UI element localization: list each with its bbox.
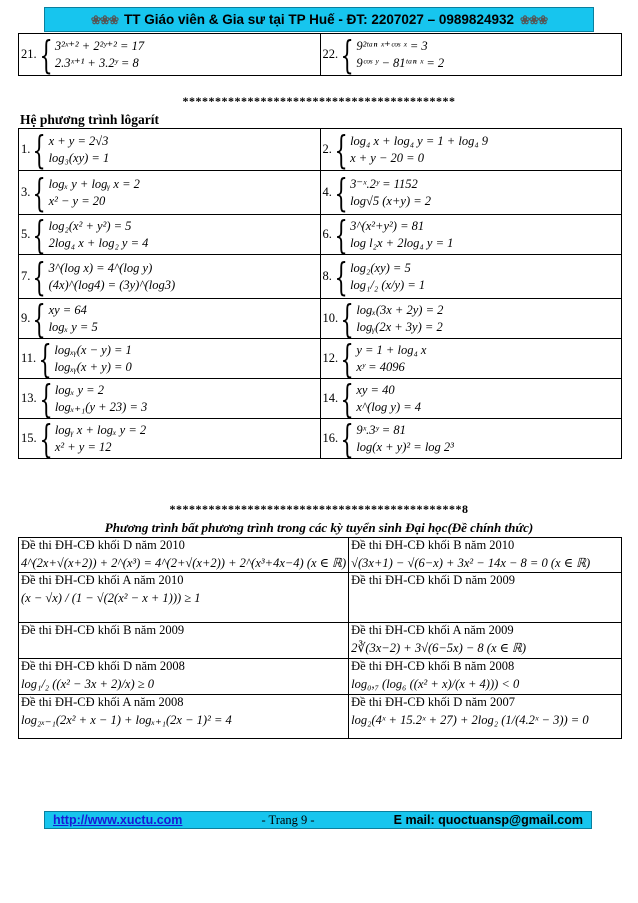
log-problem-cell — [19, 171, 321, 215]
exam-expression: (x − √x) / (1 − √(2(x² − x + 1))) ≥ 1 — [21, 591, 201, 605]
equation-line: 3^(x²+y²) = 81 — [350, 218, 425, 233]
problem-number: 9. — [21, 311, 31, 325]
exam-cell — [349, 538, 622, 573]
equation-line: 3^(log x) = 4^(log y) — [48, 260, 153, 275]
equation-line: logₓ y = 5 — [48, 319, 98, 334]
equation-line: xy = 40 — [356, 382, 395, 397]
problem-cell — [19, 34, 321, 76]
problem-number: 21. — [21, 47, 37, 61]
exam-cell — [349, 659, 622, 695]
problem-number: 4. — [322, 185, 332, 199]
log-problem-cell — [19, 376, 321, 421]
exam-cell — [19, 623, 349, 659]
problem-number: 15. — [21, 431, 37, 445]
equation-line: 9ᶜᵒˢ ʸ − 81ᵗᵃⁿ ˣ = 2 — [356, 55, 445, 70]
log-problem-cell — [19, 336, 321, 381]
problem-number: 7. — [21, 269, 31, 283]
log-problem-cell — [19, 129, 321, 171]
brace: { — [334, 254, 348, 299]
website-link[interactable]: http://www.xuctu.com — [53, 813, 183, 827]
equation-line: y = 1 + log₄ x — [356, 342, 427, 357]
equation-line: x + y = 2√3 — [48, 133, 109, 148]
email-address: E mail: quoctuansp@gmail.com — [393, 813, 583, 827]
problem-number: 8. — [322, 269, 332, 283]
problem-number: 11. — [21, 351, 37, 365]
exam-cell — [349, 623, 622, 659]
log-problem-cell — [320, 171, 622, 215]
equation-line: log₄ x + log₄ y = 1 + log₄ 9 — [350, 133, 489, 148]
problem-number: 16. — [322, 431, 339, 445]
equation-line: x + y − 20 = 0 — [350, 150, 424, 165]
ornament-left: ❀❀❀ — [90, 12, 119, 27]
brace: { — [340, 296, 354, 341]
exam-title: Đề thi ĐH-CĐ khối D năm 2008 — [21, 659, 185, 673]
exam-cell — [349, 573, 622, 623]
exam-cell — [19, 573, 349, 623]
exam-title: Đề thi ĐH-CĐ khối D năm 2010 — [21, 538, 185, 552]
problem-number: 5. — [21, 227, 31, 241]
exam-cell — [19, 659, 349, 695]
problem-number: 3. — [21, 185, 31, 199]
problem-number: 12. — [322, 351, 339, 365]
exam-title: Đề thi ĐH-CĐ khối B năm 2010 — [351, 538, 515, 552]
exam-subtitle: Phương trình bất phương trình trong các kỳ tuyển sinh Đại học(Đề chính thức) — [104, 520, 534, 535]
separator-stars: ****************************************** — [182, 94, 456, 108]
equation-line: logₓ(3x + 2y) = 2 — [356, 302, 444, 317]
log-problem-cell — [320, 376, 622, 421]
problem-number: 22. — [322, 47, 339, 61]
equation-line: 2.3ˣ⁺¹ + 3.2ʸ = 8 — [54, 55, 139, 70]
exam-title: Đề thi ĐH-CĐ khối B năm 2008 — [351, 659, 515, 673]
exam-table — [18, 537, 622, 739]
exam-title: Đề thi ĐH-CĐ khối A năm 2009 — [351, 623, 514, 637]
equation-line: 3⁻ˣ.2ʸ = 1152 — [350, 176, 418, 191]
equation-line: x^(log y) = 4 — [356, 399, 422, 414]
equation-line: x² + y = 12 — [54, 439, 112, 454]
log-problem-cell — [320, 416, 622, 461]
log-problem-cell — [19, 255, 321, 299]
equation-line: log√5 (x+y) = 2 — [350, 193, 432, 208]
equation-line: log₃(xy) = 1 — [48, 150, 110, 165]
separator-stars-2: *********************************************8 — [169, 502, 469, 516]
footer-bar — [44, 811, 592, 829]
brace: { — [32, 296, 47, 341]
log-problem-cell — [19, 212, 321, 257]
equation-line: log₂(x² + y²) = 5 — [48, 218, 132, 233]
brace: { — [39, 416, 53, 461]
exam-title: Đề thi ĐH-CĐ khối A năm 2008 — [21, 695, 184, 709]
log-problem-cell — [19, 296, 321, 341]
equation-line: log(x + y)² = log 2³ — [356, 439, 454, 454]
page-number: - Trang 9 - — [261, 812, 315, 827]
section-title: Hệ phương trình lôgarít — [20, 112, 159, 127]
equation-line: xʸ = 4096 — [356, 359, 405, 374]
brace: { — [334, 212, 348, 257]
exam-title: Đề thi ĐH-CĐ khối D năm 2007 — [351, 695, 515, 709]
problem-number: 2. — [322, 142, 332, 156]
brace: { — [334, 127, 348, 172]
brace: { — [340, 336, 354, 381]
problem-number: 13. — [21, 391, 37, 405]
exam-cell — [19, 538, 349, 573]
equation-line: logᵧ x + logₓ y = 2 — [54, 422, 147, 437]
equation-line: logₓ₊₁(y + 23) = 3 — [54, 399, 148, 414]
log-problem-cell — [320, 212, 622, 257]
exam-expression: log₀,₇ (log₆ ((x² + x)/(x + 4))) < 0 — [351, 677, 520, 691]
exam-expression: 2∛(3x−2) + 3√(6−5x) − 8 (x ∈ ℝ) — [351, 641, 527, 655]
log-problem-cell — [19, 416, 321, 461]
equation-line: log l₂x + 2log₄ y = 1 — [350, 235, 454, 250]
log-problem-cell — [320, 255, 622, 299]
problem-number: 10. — [322, 311, 339, 325]
header-banner — [44, 7, 594, 32]
exam-title: Đề thi ĐH-CĐ khối B năm 2009 — [21, 623, 185, 637]
brace: { — [340, 32, 354, 77]
problem-number: 1. — [21, 142, 31, 156]
log-systems-table — [18, 128, 622, 459]
log-problem-cell — [320, 336, 622, 381]
exam-title: Đề thi ĐH-CĐ khối A năm 2010 — [21, 573, 184, 587]
exam-expression: log₂(4ˣ + 15.2ˣ + 27) + 2log₂ (1/(4.2ˣ − 3)) = 0 — [351, 713, 589, 727]
problem-cell — [320, 34, 622, 76]
problem-number: 6. — [322, 227, 332, 241]
equation-line: log₁/₂ (x/y) = 1 — [350, 277, 426, 292]
header-title: TT Giáo viên & Gia sư tại TP Huế - ĐT: 2207027 – 0989824932 — [124, 12, 514, 27]
brace: { — [39, 376, 53, 421]
ornament-right: ❀❀❀ — [519, 12, 548, 27]
equation-line: logₓ y + logᵧ x = 2 — [48, 176, 140, 191]
brace: { — [32, 212, 47, 257]
exam-expression: 4^(2x+√(x+2)) + 2^(x³) = 4^(2+√(x+2)) + 2^(x³+4x−4) (x ∈ ℝ) — [21, 556, 347, 570]
equation-line: logₓᵧ(x − y) = 1 — [54, 342, 132, 357]
brace: { — [340, 416, 354, 461]
equation-line: logₓᵧ(x + y) = 0 — [54, 359, 132, 374]
equation-line: xy = 64 — [48, 302, 87, 317]
exam-cell — [19, 695, 349, 739]
brace: { — [32, 127, 47, 172]
exam-expression: √(3x+1) − √(6−x) + 3x² − 14x − 8 = 0 (x ∈ ℝ) — [351, 556, 591, 570]
exam-expression: log₁/₂ ((x² − 3x + 2)/x) ≥ 0 — [21, 677, 155, 691]
equation-line: logᵧ(2x + 3y) = 2 — [356, 319, 443, 334]
equation-line: (4x)^(log4) = (3y)^(log3) — [48, 277, 176, 292]
brace: { — [32, 170, 47, 215]
brace: { — [340, 376, 354, 421]
log-problem-cell — [320, 296, 622, 341]
equation-line: 2log₄ x + log₂ y = 4 — [48, 235, 149, 250]
brace: { — [32, 254, 47, 299]
equation-line: log₂(xy) = 5 — [350, 260, 411, 275]
equation-line: 9²ᵗᵃⁿ ˣ⁺ᶜᵒˢ ˣ = 3 — [356, 38, 428, 53]
exam-title: Đề thi ĐH-CĐ khối D năm 2009 — [351, 573, 515, 587]
equation-line: logₓ y = 2 — [54, 382, 104, 397]
exam-expression: log₂ₓ₋₁(2x² + x − 1) + logₓ₊₁(2x − 1)² = 4 — [21, 713, 232, 727]
problem-number: 14. — [322, 391, 339, 405]
brace: { — [39, 32, 53, 77]
top-problems-table — [18, 33, 622, 76]
brace: { — [334, 170, 348, 215]
equation-line: 9ˣ.3ʸ = 81 — [356, 422, 406, 437]
brace: { — [38, 336, 52, 381]
equation-line: 3²ˣ⁺² + 2²ʸ⁺² = 17 — [54, 38, 145, 53]
exam-cell — [349, 695, 622, 739]
log-problem-cell — [320, 129, 622, 171]
equation-line: x² − y = 20 — [48, 193, 106, 208]
